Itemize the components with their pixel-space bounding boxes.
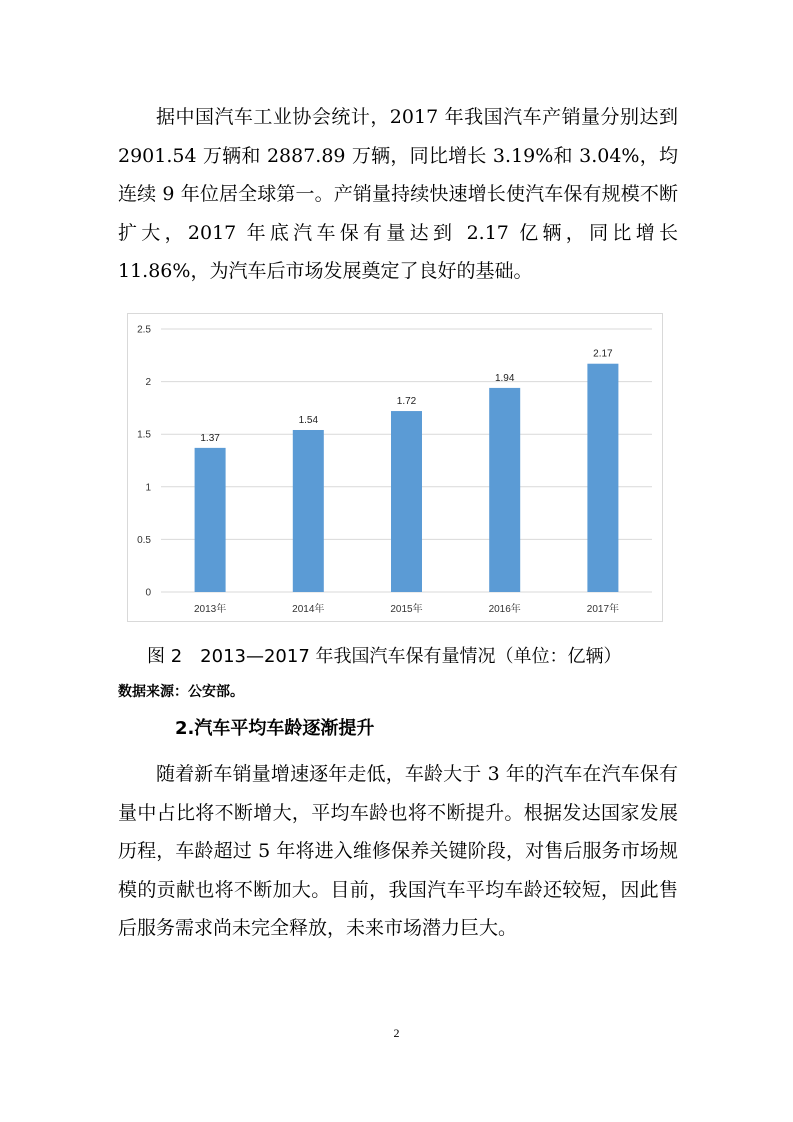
figure-caption: 图 2 2013—2017 年我国汽车保有量情况（单位：亿辆）: [147, 646, 622, 667]
data-source-note: 数据来源：公安部。: [118, 684, 244, 700]
x-tick-label: 2013年: [193, 604, 227, 615]
x-tick-label: 2014年: [292, 604, 325, 615]
vehicle-ownership-chart: [127, 313, 663, 622]
y-tick-label: 2.5: [137, 324, 151, 336]
bar-value-label: 1.94: [494, 372, 515, 384]
y-tick-label: 2: [145, 377, 151, 389]
page-number: 2: [393, 1026, 400, 1040]
bar: [587, 364, 618, 592]
chart-canvas: [128, 314, 662, 621]
x-tick-label: 2016年: [488, 604, 521, 615]
y-tick-label: 1: [145, 482, 151, 494]
bar: [489, 388, 520, 592]
section-heading: 2.汽车平均车龄逐渐提升: [175, 718, 375, 739]
bar: [293, 430, 324, 592]
vehicle-age-paragraph: 随着新车销量增速逐年走低，车龄大于 3 年的汽车在汽车保有量中占比将不断增大，平均车龄也将不断提升。根据发达国家发展历程，车龄超过 5 年将进入维修保养关键阶段，对售后服务市场规模的贡献也将不断加大。目前，我国汽车平均车龄还较短，因此售后服务需求尚未完全释放，未来市场潜力巨大。: [118, 763, 678, 939]
y-tick-label: 1.5: [137, 429, 151, 441]
bar-value-label: 1.72: [396, 396, 417, 408]
x-tick-label: 2017年: [586, 604, 620, 615]
bar-value-label: 1.37: [200, 432, 220, 444]
bar: [391, 411, 422, 592]
intro-paragraph: 据中国汽车工业协会统计，2017 年我国汽车产销量分别达到 2901.54 万辆和 2887.89 万辆，同比增长 3.19%和 3.04%，均连续 9 年位居全球第一。产销量持续快速增长使汽车保有规模不断扩大，2017 年底汽车保有量达到 2.17 亿辆，同比增长 11.86%，为汽车后市场发展奠定了良好的基础。: [118, 106, 678, 282]
bar-value-label: 1.54: [298, 414, 319, 426]
y-tick-label: 0: [145, 587, 151, 599]
bar: [195, 448, 226, 592]
y-tick-label: 0.5: [137, 534, 151, 546]
bar-value-label: 2.17: [593, 348, 613, 360]
x-tick-label: 2015年: [390, 604, 423, 615]
